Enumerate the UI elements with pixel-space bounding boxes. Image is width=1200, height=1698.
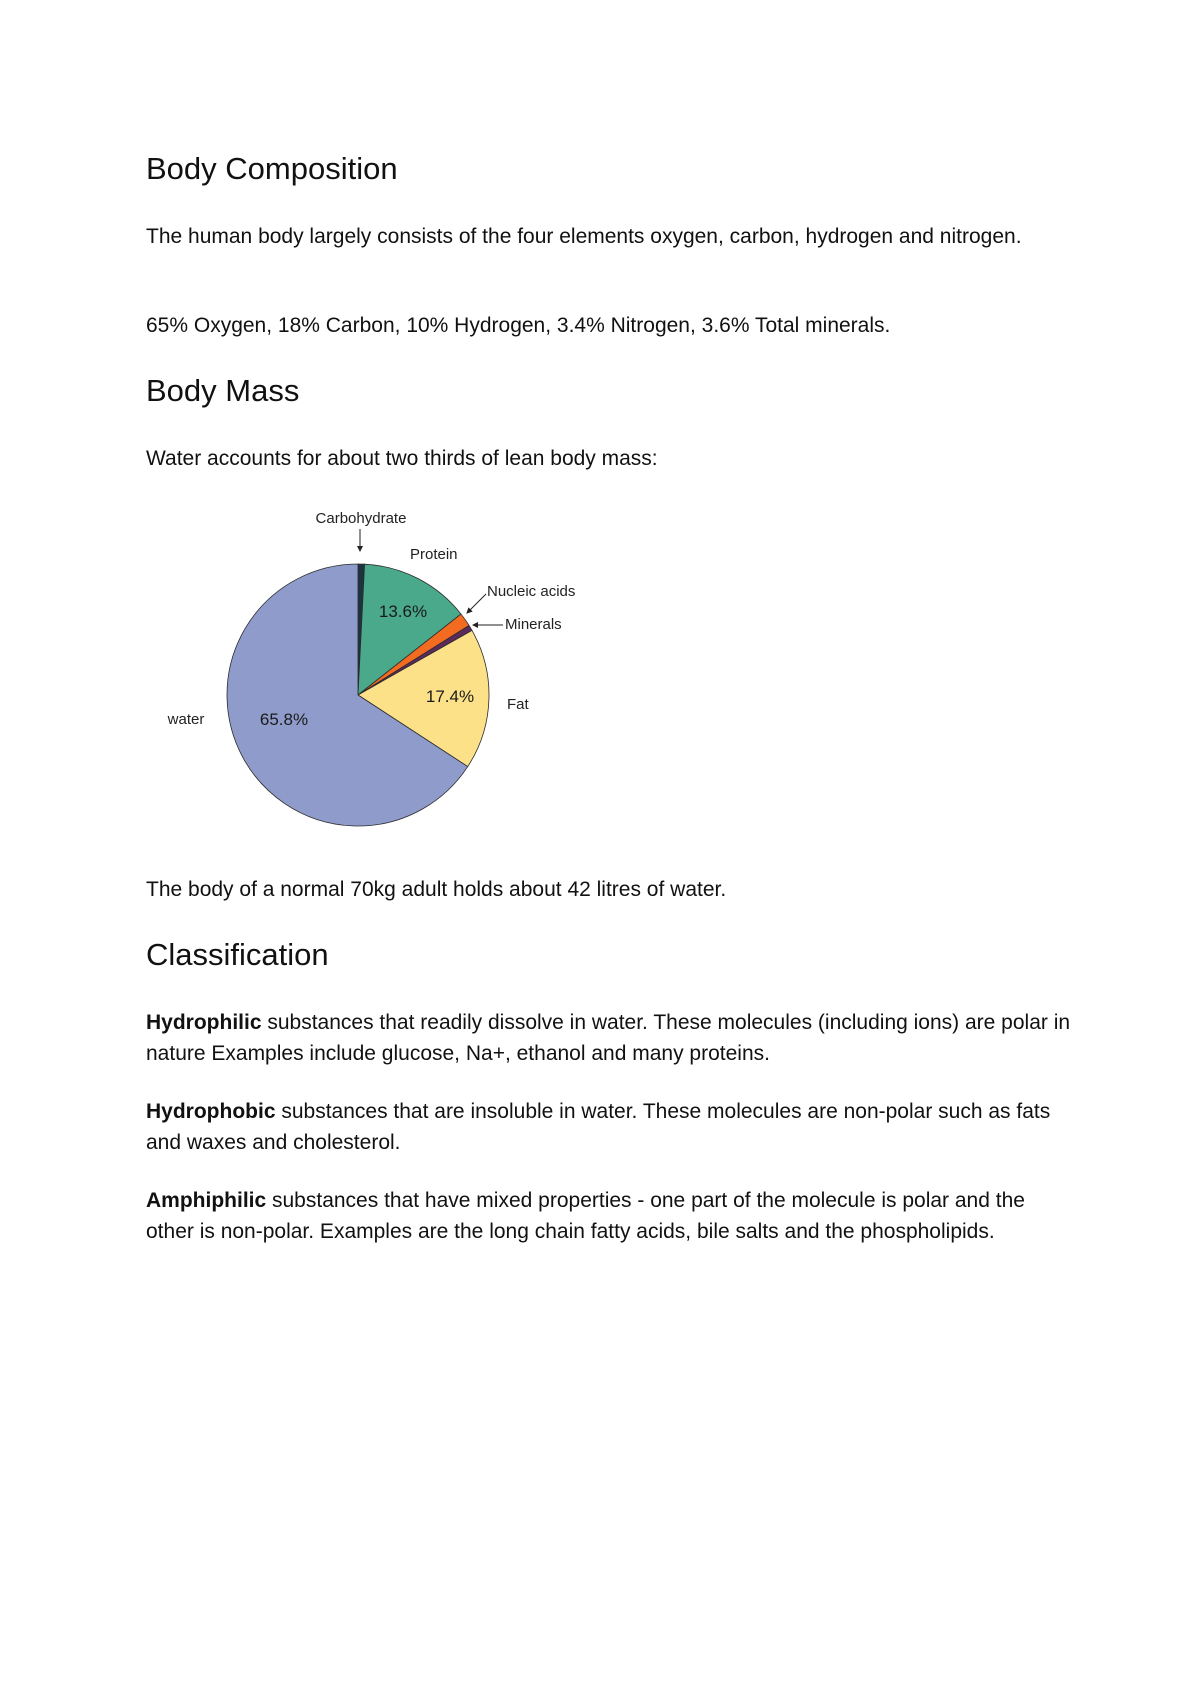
amphiphilic-term: Amphiphilic — [146, 1189, 267, 1212]
slice-label-water: water — [167, 711, 205, 728]
composition-intro: The human body largely consists of the four elements oxygen, carbon, hydrogen and nitrogen. — [146, 225, 1022, 248]
hydrophobic-description: substances that are insoluble in water. These molecules are non-polar such as fats and waxes and cholesterol. — [146, 1100, 1051, 1154]
hydrophobic-term: Hydrophobic — [146, 1100, 276, 1123]
slice-label-fat: Fat — [507, 696, 529, 713]
hydrophilic-description: substances that readily dissolve in water. These molecules (including ions) are polar in nature Examples include glucose, Na+, ethanol and many proteins. — [146, 1011, 1071, 1065]
slice-label-nucleic-acids: Nucleic acids — [487, 583, 576, 600]
slice-label-protein: Protein — [410, 546, 458, 563]
water-volume-note: The body of a normal 70kg adult holds about 42 litres of water. — [146, 878, 727, 901]
leader-line-nucleic-acids — [467, 594, 486, 613]
body-mass-intro: Water accounts for about two thirds of lean body mass: — [146, 447, 658, 470]
amphiphilic-description: substances that have mixed properties - one part of the molecule is polar and the other is non-polar. Examples are the long chain fatty acids, bile salts and the phospholipids. — [146, 1189, 1025, 1243]
heading-body-mass: Body Mass — [146, 373, 300, 408]
hydrophobic-paragraph — [146, 1096, 1076, 1158]
hydrophilic-term: Hydrophilic — [146, 1011, 262, 1034]
value-label-protein: 13.6% — [378, 602, 428, 621]
heading-classification: Classification — [146, 937, 329, 972]
heading-body-composition: Body Composition — [146, 151, 398, 186]
amphiphilic-paragraph — [146, 1185, 1076, 1247]
hydrophilic-paragraph — [146, 1007, 1076, 1069]
value-label-fat: 17.4% — [425, 687, 475, 706]
slice-label-minerals: Minerals — [505, 616, 562, 633]
value-label-water: 65.8% — [259, 710, 309, 729]
slice-label-carbohydrate: Carbohydrate — [315, 510, 407, 527]
pie-chart-svg — [150, 505, 610, 850]
body-mass-pie-chart — [150, 505, 610, 850]
composition-percentages: 65% Oxygen, 18% Carbon, 10% Hydrogen, 3.4% Nitrogen, 3.6% Total minerals. — [146, 314, 891, 337]
